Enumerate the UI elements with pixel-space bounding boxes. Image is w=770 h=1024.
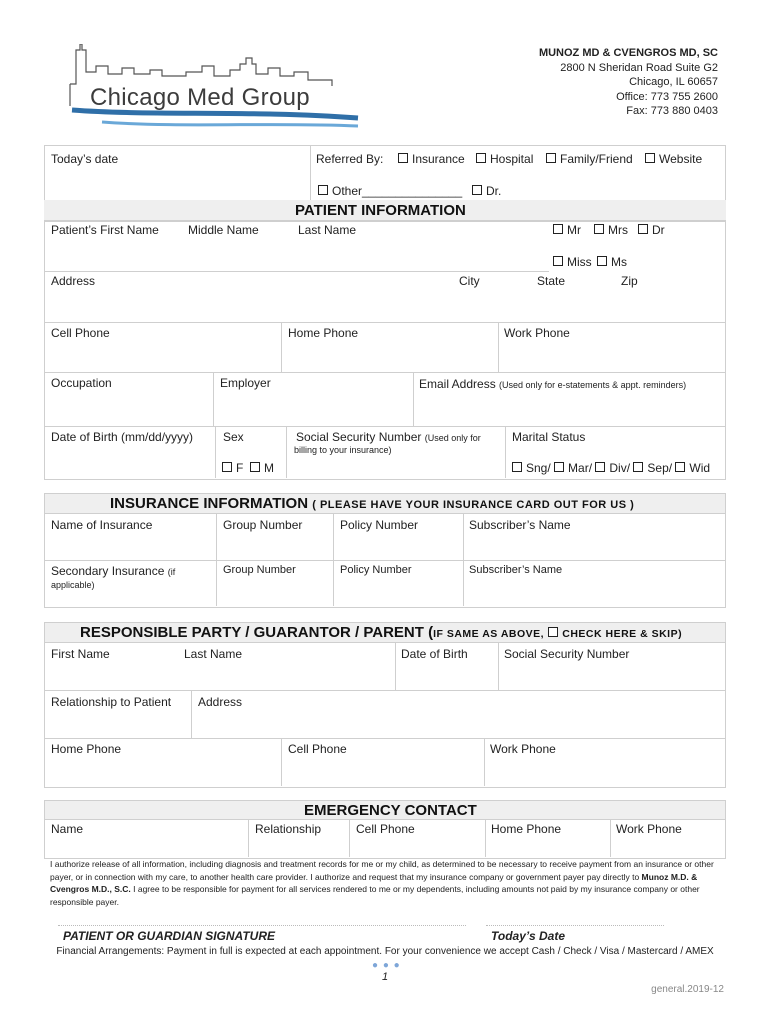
patient-first-name-label: Patient’s First Name [51, 223, 159, 237]
checkbox-icon [472, 185, 482, 195]
ref-website-checkbox[interactable] [645, 152, 702, 166]
practice-info [539, 46, 718, 119]
same-as-above-checkbox[interactable] [548, 627, 558, 637]
option-label: Miss [567, 255, 592, 269]
option-label: Mar/ [568, 461, 593, 475]
practice-fax: Fax: 773 880 0403 [626, 105, 718, 117]
checkbox-icon [675, 462, 685, 472]
patient-last-name-label: Last Name [298, 223, 357, 237]
ref-hospital-checkbox[interactable] [476, 152, 533, 166]
emergency-name-label: Name [51, 822, 84, 836]
divider [498, 322, 499, 372]
insurance-name-label: Name of Insurance [51, 518, 153, 532]
ssn-label-text: Social Security Number [296, 430, 422, 444]
resp-work-phone-label: Work Phone [490, 742, 556, 756]
secondary-label-text: Secondary Insurance [51, 564, 165, 578]
email-label-text: Email Address [419, 377, 496, 391]
resp-address-label: Address [198, 695, 243, 709]
checkbox-icon [512, 462, 522, 472]
secondary-insurance-label [51, 564, 175, 578]
checkbox-icon [633, 462, 643, 472]
divider [395, 642, 396, 690]
dots-icon: ● ● ● [372, 960, 401, 971]
title-ms-checkbox[interactable] [597, 255, 627, 269]
divider [44, 819, 726, 820]
resp-ssn-label: Social Security Number [504, 647, 630, 661]
emergency-cell-phone-label: Cell Phone [356, 822, 415, 836]
patient-signature-label: PATIENT OR GUARDIAN SIGNATURE [63, 929, 275, 943]
checkbox-icon [645, 153, 655, 163]
divider [281, 322, 282, 372]
subscriber-name-label: Subscriber’s Name [469, 518, 571, 532]
todays-date-label: Today’s date [51, 152, 119, 166]
group-number-2-label: Group Number [223, 564, 296, 576]
practice-address-line2: Chicago, IL 60657 [629, 76, 718, 88]
date-line[interactable] [486, 925, 664, 926]
address-label: Address [51, 274, 96, 288]
divider [44, 738, 726, 739]
relationship-label: Relationship to Patient [51, 695, 172, 709]
option-label: Insurance [412, 152, 465, 166]
checkbox-icon [594, 224, 604, 234]
option-label: Ms [611, 255, 627, 269]
ssn-note-line2: billing to your insurance) [294, 445, 392, 455]
checkbox-icon [553, 224, 563, 234]
divider [498, 642, 499, 690]
logo [62, 44, 362, 130]
option-label: Div/ [609, 461, 631, 475]
patient-middle-name-label: Middle Name [188, 223, 259, 237]
divider [349, 819, 350, 857]
option-label: Mr [567, 223, 581, 237]
state-label: State [537, 274, 566, 288]
todays-date-signature-label: Today’s Date [491, 929, 566, 943]
policy-number-label: Policy Number [340, 518, 419, 532]
checkbox-icon [554, 462, 564, 472]
auth-text-part2: I agree to be responsible for payment for all services rendered to me or my dependents, including amounts not paid by my insurance company or other responsible payer. [50, 884, 700, 907]
responsible-title-note: IF SAME AS ABOVE, [433, 628, 545, 640]
divider [44, 372, 726, 373]
ssn-label [296, 430, 481, 444]
divider [310, 145, 311, 200]
divider [286, 426, 287, 478]
option-label: Website [659, 152, 703, 166]
resp-first-name-label: First Name [51, 647, 110, 661]
subscriber-name-2-label: Subscriber’s Name [469, 564, 563, 576]
ssn-note: (Used only for [424, 433, 481, 443]
resp-cell-phone-label: Cell Phone [288, 742, 347, 756]
auth-text-bold: Munoz M.D. & Cvengros M.D., S.C. [50, 871, 698, 894]
option-label: Sng/ [526, 461, 551, 475]
zip-label: Zip [621, 274, 638, 288]
divider [248, 819, 249, 857]
city-label: City [459, 274, 480, 288]
ref-family-checkbox[interactable] [546, 152, 633, 166]
divider [215, 426, 216, 478]
insurance-info-title [110, 495, 634, 512]
checkbox-icon [250, 462, 260, 472]
option-label: Wid [689, 461, 711, 475]
divider [44, 642, 726, 643]
title-dr-checkbox[interactable] [638, 223, 665, 237]
divider [44, 271, 549, 272]
sex-f-checkbox[interactable] [222, 461, 243, 475]
title-miss-checkbox[interactable] [553, 255, 592, 269]
resp-dob-label: Date of Birth [401, 647, 468, 661]
responsible-party-title [80, 624, 682, 641]
ref-insurance-checkbox[interactable] [398, 152, 465, 166]
divider [44, 690, 726, 691]
responsible-title-note-2: CHECK HERE & SKIP) [562, 628, 683, 640]
title-mr-checkbox[interactable] [553, 223, 581, 237]
divider [213, 372, 214, 426]
insurance-title-text: INSURANCE INFORMATION [110, 495, 309, 512]
sex-m-checkbox[interactable] [250, 461, 274, 475]
resp-home-phone-label: Home Phone [51, 742, 122, 756]
sex-label: Sex [223, 430, 244, 444]
checkbox-icon [553, 256, 563, 266]
option-label: Dr [652, 223, 665, 237]
divider [485, 819, 486, 857]
option-label: F [236, 461, 244, 475]
checkbox-icon [638, 224, 648, 234]
divider [610, 819, 611, 857]
secondary-note-line2: applicable) [51, 580, 95, 590]
occupation-label: Occupation [51, 376, 112, 390]
practice-address-line1: 2800 N Sheridan Road Suite G2 [560, 61, 718, 74]
divider [44, 513, 726, 514]
divider [484, 738, 485, 786]
signature-line[interactable] [58, 925, 466, 926]
ref-other-checkbox[interactable] [318, 184, 462, 198]
patient-info-title: PATIENT INFORMATION [295, 202, 466, 219]
marital-status-label: Marital Status [512, 430, 586, 444]
option-label: Family/Friend [560, 152, 633, 166]
option-label: Dr. [486, 184, 502, 198]
policy-number-2-label: Policy Number [340, 564, 412, 576]
emergency-relationship-label: Relationship [255, 822, 322, 836]
auth-text-part1: I authorize release of all information, including diagnosis and treatment records for me or my child, as determined to be necessary to receive payment from an insurance or other payer, or in connection with my care, to another health care provider. I authorize and request that my insurance company or government payer pay directly to [50, 859, 714, 882]
email-note: (Used only for e-statements & appt. reminders) [499, 380, 687, 390]
divider [413, 372, 414, 426]
checkbox-icon [546, 153, 556, 163]
emergency-home-phone-label: Home Phone [491, 822, 562, 836]
option-label: Hospital [490, 152, 534, 166]
emergency-contact-title: EMERGENCY CONTACT [304, 802, 477, 819]
checkbox-icon [476, 153, 486, 163]
employer-label: Employer [220, 376, 271, 390]
divider [281, 738, 282, 786]
page-number: 1 [382, 971, 389, 983]
title-mrs-checkbox[interactable] [594, 223, 628, 237]
divider [191, 690, 192, 738]
work-phone-label: Work Phone [504, 326, 570, 340]
option-label: Other_______________ [332, 184, 463, 198]
practice-name: MUNOZ MD & CVENGROS MD, SC [538, 47, 718, 59]
divider [44, 560, 726, 561]
home-phone-label: Home Phone [288, 326, 359, 340]
form-version: general.2019-12 [651, 984, 724, 995]
checkbox-icon [597, 256, 607, 266]
option-label: Sep/ [647, 461, 673, 475]
referred-by-label: Referred By: [316, 152, 384, 166]
group-number-label: Group Number [223, 518, 303, 532]
email-label [419, 377, 686, 391]
ref-dr-checkbox[interactable] [472, 184, 501, 198]
authorization-text [50, 858, 718, 908]
cell-phone-label: Cell Phone [51, 326, 110, 340]
insurance-title-note: ( PLEASE HAVE YOUR INSURANCE CARD OUT FOR US ) [312, 499, 635, 511]
practice-office-phone: Office: 773 755 2600 [616, 90, 718, 103]
option-label: M [264, 461, 274, 475]
resp-last-name-label: Last Name [184, 647, 243, 661]
divider [44, 322, 726, 323]
checkbox-icon [398, 153, 408, 163]
logo-text: Chicago Med Group [90, 84, 310, 111]
option-label: Mrs [608, 223, 628, 237]
divider [505, 426, 506, 478]
financial-arrangements: Financial Arrangements: Payment in full is expected at each appointment. For your convenience we accept Cash / Check / Visa / Mastercard / AMEX [56, 946, 714, 957]
responsible-title-text: RESPONSIBLE PARTY / GUARANTOR / PARENT ( [80, 624, 434, 641]
divider [44, 426, 726, 427]
marital-status-options[interactable] [512, 461, 710, 475]
checkbox-icon [318, 185, 328, 195]
secondary-note: (if [167, 567, 176, 577]
dob-label: Date of Birth (mm/dd/yyyy) [51, 430, 194, 444]
checkbox-icon [222, 462, 232, 472]
checkbox-icon [595, 462, 605, 472]
emergency-work-phone-label: Work Phone [616, 822, 682, 836]
